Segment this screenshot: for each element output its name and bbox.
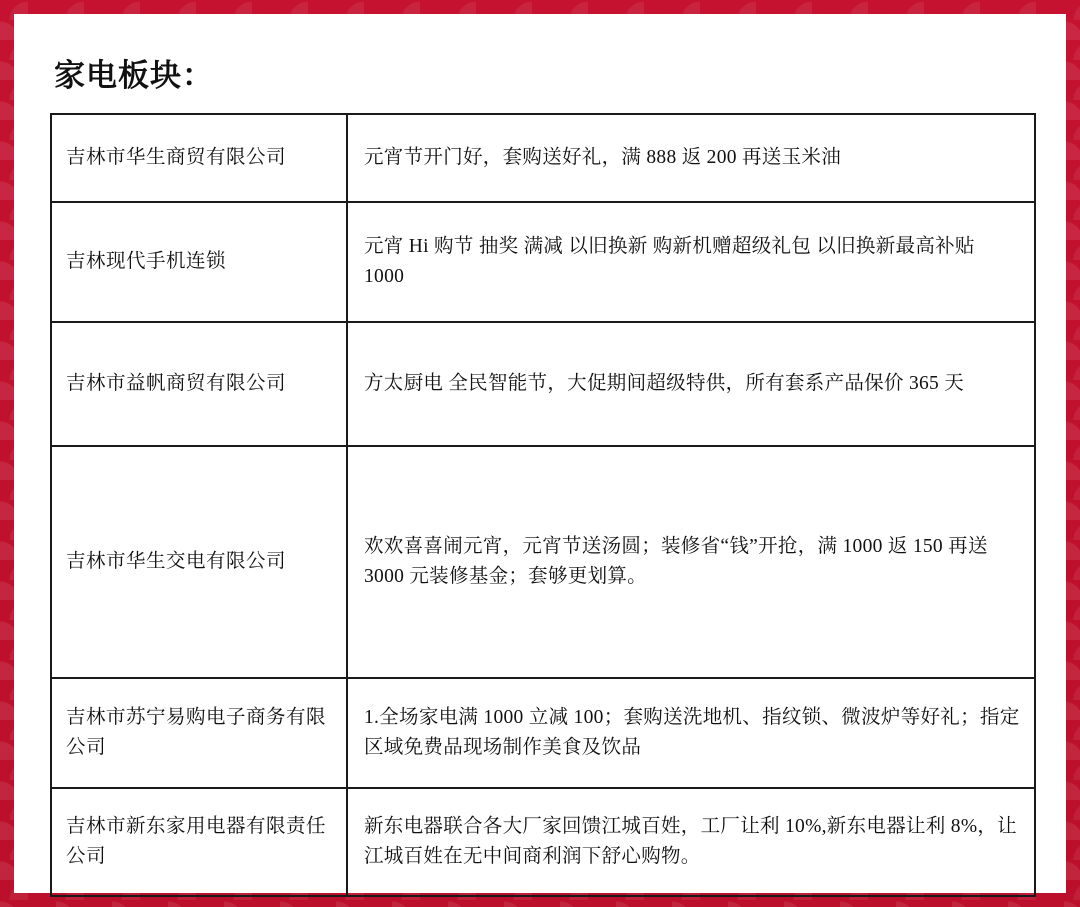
promotion-detail-cell: 元宵节开门好，套购送好礼，满 888 返 200 再送玉米油 xyxy=(347,114,1035,202)
table-row xyxy=(51,202,1035,322)
promotion-detail-cell: 元宵 Hi 购节 抽奖 满减 以旧换新 购新机赠超级礼包 以旧换新最高补贴 1000 xyxy=(347,202,1035,322)
page-title: 家电板块： xyxy=(54,58,214,93)
company-name-cell: 吉林现代手机连锁 xyxy=(51,202,347,322)
table-row xyxy=(51,446,1035,678)
company-name-cell: 吉林市华生商贸有限公司 xyxy=(51,114,347,202)
promotions-table xyxy=(50,113,1036,897)
table-row xyxy=(51,114,1035,202)
table-row xyxy=(51,678,1035,788)
table-row xyxy=(51,322,1035,446)
promotion-detail-cell: 1.全场家电满 1000 立减 100；套购送洗地机、指纹锁、微波炉等好礼；指定区域免费品现场制作美食及饮品 xyxy=(347,678,1035,788)
promotion-detail-cell: 方太厨电 全民智能节，大促期间超级特供，所有套系产品保价 365 天 xyxy=(347,322,1035,446)
promotion-detail-cell: 新东电器联合各大厂家回馈江城百姓，工厂让利 10%,新东电器让利 8%，让江城百姓在无中间商利润下舒心购物。 xyxy=(347,788,1035,896)
company-name-cell: 吉林市华生交电有限公司 xyxy=(51,446,347,678)
promotion-detail-cell: 欢欢喜喜闹元宵，元宵节送汤圆；装修省“钱”开抢，满 1000 返 150 再送 3000 元装修基金；套够更划算。 xyxy=(347,446,1035,678)
table-row xyxy=(51,788,1035,896)
company-name-cell: 吉林市苏宁易购电子商务有限公司 xyxy=(51,678,347,788)
company-name-cell: 吉林市益帆商贸有限公司 xyxy=(51,322,347,446)
document-page xyxy=(14,14,1066,893)
company-name-cell: 吉林市新东家用电器有限责任公司 xyxy=(51,788,347,896)
